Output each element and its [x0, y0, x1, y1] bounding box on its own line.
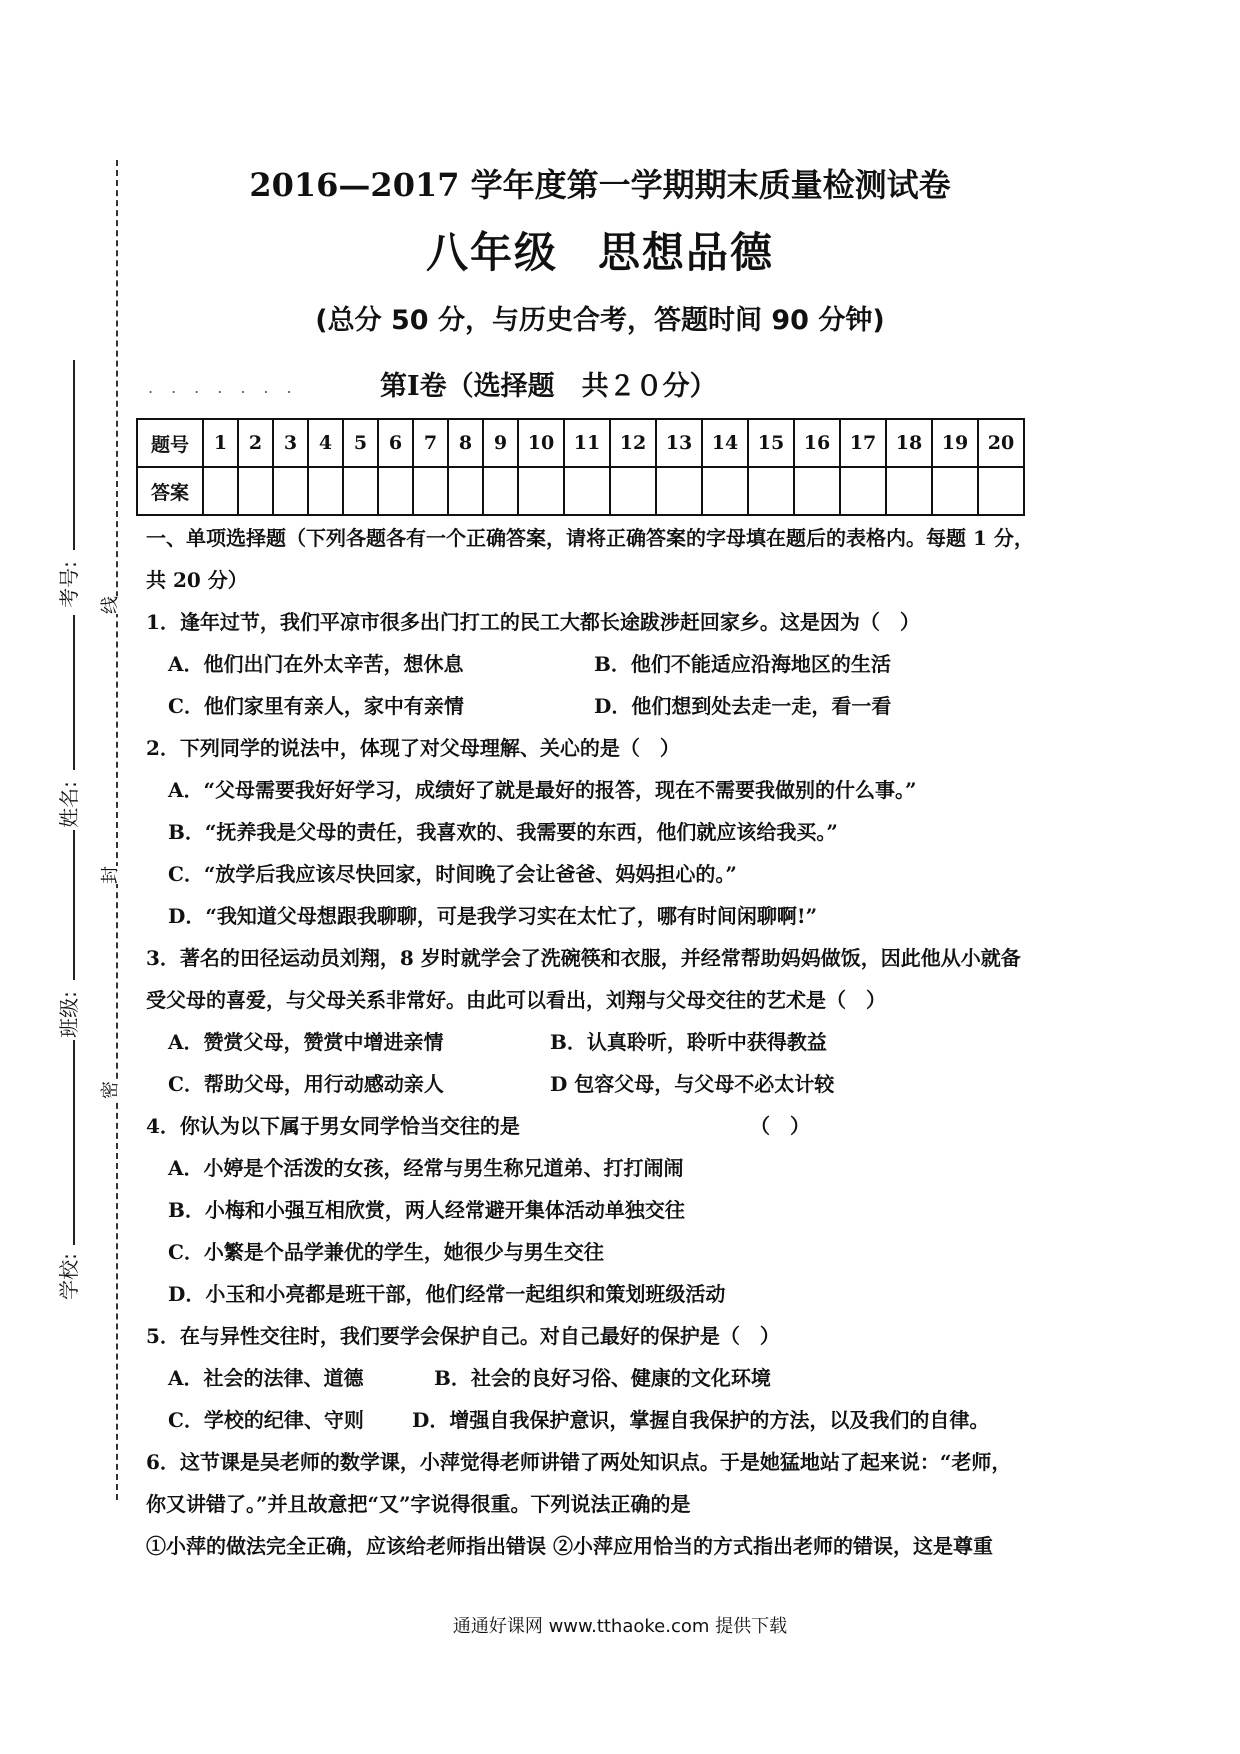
answer-cell[interactable] [203, 467, 238, 515]
answer-cell[interactable] [702, 467, 748, 515]
question-4-stem: 4．你认为以下属于男女同学恰当交往的是 [146, 1114, 520, 1138]
section-title: 第Ⅰ卷（选择题 共２０分） [380, 371, 717, 402]
footer-text: 通通好课网 www.tthaoke.com 提供下载 [452, 1616, 788, 1637]
question-1-option-b: B．他们不能适应沿海地区的生活 [594, 652, 891, 676]
answer-table-answer-row [137, 467, 1024, 515]
class-line [73, 830, 75, 980]
question-3-option-a: A．赞赏父母，赞赏中增进亲情 [168, 1030, 444, 1054]
table-cell-number: 20 [978, 419, 1024, 467]
question-2-option-d: D．“我知道父母想跟我聊聊，可是我学习实在太忙了，哪有时间闲聊啊!” [168, 904, 818, 928]
table-header-number: 题号 [137, 419, 203, 467]
name-label: 姓名: [56, 781, 81, 828]
answer-cell[interactable] [343, 467, 378, 515]
question-6-stem-line1: 6．这节课是吴老师的数学课，小萍觉得老师讲错了两处知识点。于是她猛地站了起来说：“老师， [146, 1450, 1012, 1474]
exam-info: (总分 50 分，与历史合考，答题时间 90 分钟) [315, 305, 885, 336]
question-4-option-a: A．小婷是个活泼的女孩，经常与男生称兄道弟、打打闹闹 [168, 1156, 684, 1180]
table-header-answer: 答案 [137, 467, 203, 515]
seal-char-feng: 封 [94, 866, 124, 884]
question-2-option-a: A．“父母需要我好好学习，成绩好了就是最好的报答，现在不需要我做别的什么事。” [168, 778, 917, 802]
subject-heading [0, 220, 1200, 280]
seal-char-xian: 线 [94, 596, 124, 614]
question-3-option-d: D 包容父母，与父母不必太计较 [550, 1072, 835, 1096]
question-5-option-c: C．学校的纪律、守则 [168, 1408, 364, 1432]
question-2-option-b: B．“抚养我是父母的责任，我喜欢的、我需要的东西，他们就应该给我买。” [168, 820, 838, 844]
subject-label: 思想品德 [598, 228, 775, 277]
question-1-option-d: D．他们想到处去走一走，看一看 [594, 694, 892, 718]
table-cell-number: 1 [203, 419, 238, 467]
question-3-option-b: B．认真聆听，聆听中获得教益 [550, 1030, 827, 1054]
answer-cell[interactable] [886, 467, 932, 515]
answer-cell[interactable] [413, 467, 448, 515]
question-6-stem-line2: 你又讲错了。”并且故意把“又”字说得很重。下列说法正确的是 [146, 1492, 691, 1516]
table-cell-number: 4 [308, 419, 343, 467]
question-3-stem-line2: 受父母的喜爱，与父母关系非常好。由此可以看出，刘翔与父母交往的艺术是（ ） [146, 988, 886, 1012]
table-cell-number: 18 [886, 419, 932, 467]
instructions-line1: 一、单项选择题（下列各题各有一个正确答案，请将正确答案的字母填在题后的表格内。每题 1 分， [146, 526, 1034, 550]
table-cell-number: 7 [413, 419, 448, 467]
question-3-option-c: C．帮助父母，用行动感动亲人 [168, 1072, 444, 1096]
exam-title: 2016—2017 学年度第一学期期末质量检测试卷 [249, 166, 951, 204]
answer-cell[interactable] [564, 467, 610, 515]
name-line [73, 615, 75, 770]
table-cell-number: 2 [238, 419, 273, 467]
table-cell-number: 11 [564, 419, 610, 467]
question-5-option-d: D．增强自我保护意识，掌握自我保护的方法，以及我们的自律。 [412, 1408, 990, 1432]
answer-cell[interactable] [840, 467, 886, 515]
table-cell-number: 15 [748, 419, 794, 467]
question-4-option-c: C．小繁是个品学兼优的学生，她很少与男生交往 [168, 1240, 604, 1264]
table-cell-number: 13 [656, 419, 702, 467]
answer-cell[interactable] [932, 467, 978, 515]
table-cell-number: 10 [518, 419, 564, 467]
table-cell-number: 3 [273, 419, 308, 467]
class-label: 班级: [56, 991, 81, 1038]
answer-table-number-row [137, 419, 1024, 467]
answer-cell[interactable] [238, 467, 273, 515]
grade-label: 八年级 [425, 228, 558, 277]
answer-cell[interactable] [518, 467, 564, 515]
question-4-paren: （ ） [750, 1114, 810, 1138]
table-cell-number: 19 [932, 419, 978, 467]
table-cell-number: 17 [840, 419, 886, 467]
question-5-option-b: B．社会的良好习俗、健康的文化环境 [434, 1366, 771, 1390]
table-cell-number: 8 [448, 419, 483, 467]
question-2-stem: 2．下列同学的说法中，体现了对父母理解、关心的是（ ） [146, 736, 680, 760]
question-1-option-a: A．他们出门在外太辛苦，想休息 [168, 652, 464, 676]
seal-char-mi: 密 [94, 1081, 124, 1099]
instructions-line2: 共 20 分） [146, 568, 248, 592]
answer-cell[interactable] [978, 467, 1024, 515]
question-4-option-b: B．小梅和小强互相欣赏，两人经常避开集体活动单独交往 [168, 1198, 685, 1222]
answer-cell[interactable] [378, 467, 413, 515]
answer-cell[interactable] [308, 467, 343, 515]
exam-number-line [73, 360, 75, 550]
table-cell-number: 14 [702, 419, 748, 467]
answer-cell[interactable] [748, 467, 794, 515]
answer-cell[interactable] [610, 467, 656, 515]
question-6-line3: ①小萍的做法完全正确，应该给老师指出错误 ②小萍应用恰当的方式指出老师的错误，这是尊重 [146, 1534, 993, 1558]
school-label: 学校: [56, 1253, 81, 1300]
decorative-dots: ....... [148, 378, 310, 397]
school-line [73, 1040, 75, 1245]
table-cell-number: 5 [343, 419, 378, 467]
table-cell-number: 16 [794, 419, 840, 467]
question-1-stem: 1．逢年过节，我们平凉市很多出门打工的民工大都长途跋涉赶回家乡。这是因为（ ） [146, 610, 920, 634]
question-4-option-d: D．小玉和小亮都是班干部，他们经常一起组织和策划班级活动 [168, 1282, 726, 1306]
table-cell-number: 12 [610, 419, 656, 467]
table-cell-number: 9 [483, 419, 518, 467]
exam-number-label: 考号: [56, 561, 81, 608]
answer-table [136, 418, 1025, 516]
answer-cell[interactable] [794, 467, 840, 515]
answer-cell[interactable] [448, 467, 483, 515]
answer-cell[interactable] [273, 467, 308, 515]
question-5-option-a: A．社会的法律、道德 [168, 1366, 364, 1390]
answer-cell[interactable] [483, 467, 518, 515]
question-2-option-c: C．“放学后我应该尽快回家，时间晚了会让爸爸、妈妈担心的。” [168, 862, 737, 886]
question-3-stem-line1: 3．著名的田径运动员刘翔，8 岁时就学会了洗碗筷和衣服，并经常帮助妈妈做饭，因此他从小就备 [146, 946, 1021, 970]
table-cell-number: 6 [378, 419, 413, 467]
seal-dashed-line [116, 160, 118, 1500]
question-1-option-c: C．他们家里有亲人，家中有亲情 [168, 694, 464, 718]
answer-cell[interactable] [656, 467, 702, 515]
question-5-stem: 5．在与异性交往时，我们要学会保护自己。对自己最好的保护是（ ） [146, 1324, 780, 1348]
